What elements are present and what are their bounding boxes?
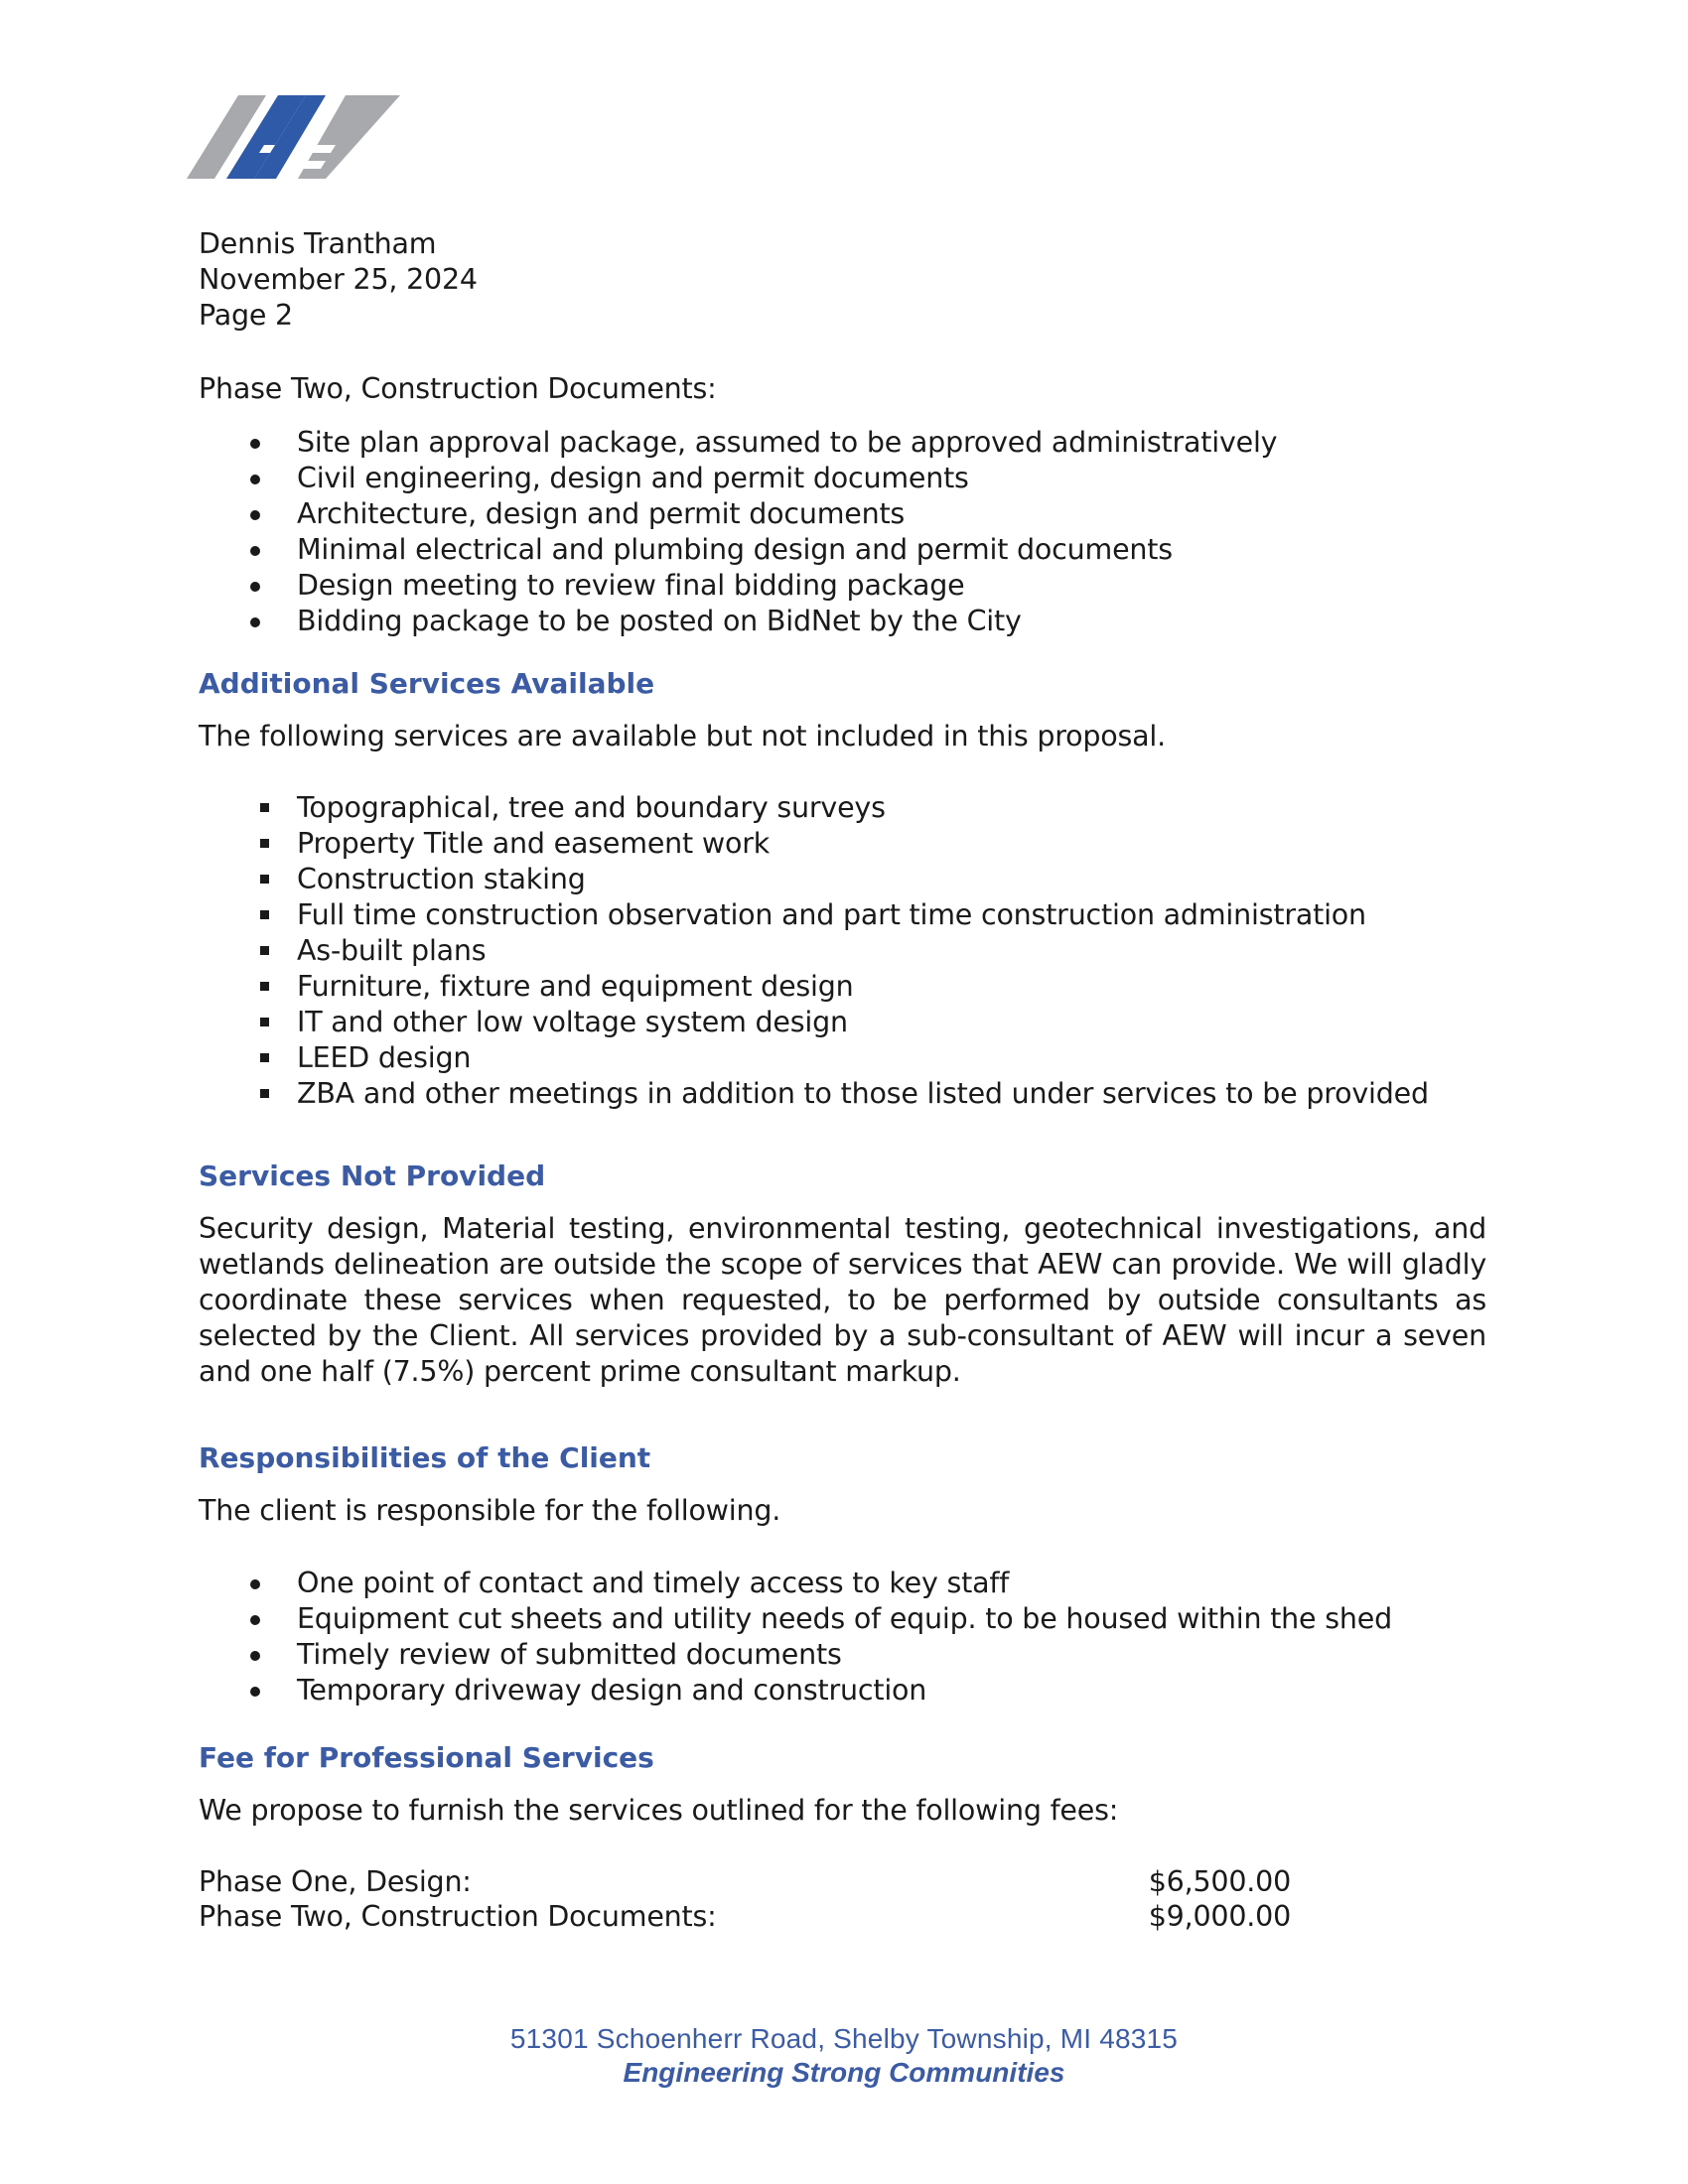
square-bullet-icon — [260, 803, 269, 812]
client-responsibilities-heading: Responsibilities of the Client — [199, 1441, 651, 1474]
list-item: Construction staking — [199, 862, 1489, 897]
letter-date: November 25, 2024 — [199, 263, 478, 296]
letter-header — [199, 226, 1489, 334]
additional-services-heading: Additional Services Available — [199, 667, 655, 700]
paragraph-line: Security design, Material testing, environmental testing, geotechnical investigations, and — [199, 1212, 1486, 1245]
bullet-icon — [250, 510, 260, 520]
list-item: As-built plans — [199, 933, 1489, 969]
list-item: Full time construction observation and part time construction administration — [199, 897, 1489, 933]
bullet-icon — [250, 1615, 260, 1625]
list-item: Architecture, design and permit documents — [199, 496, 1489, 532]
paragraph-line: and one half (7.5%) percent prime consultant markup. — [199, 1355, 961, 1388]
list-item: Temporary driveway design and construction — [199, 1673, 1489, 1708]
footer-address: 51301 Schoenherr Road, Shelby Township, MI 48315 — [509, 2023, 1179, 2054]
list-item: Site plan approval package, assumed to be approved administratively — [199, 425, 1489, 461]
list-item: LEED design — [199, 1040, 1489, 1076]
bullet-icon — [250, 582, 260, 592]
square-bullet-icon — [260, 946, 269, 955]
fee-amount: $6,500.00 — [1148, 1865, 1291, 1898]
bullet-icon — [250, 1687, 260, 1697]
services-not-provided-paragraph — [199, 1211, 1486, 1390]
bullet-icon — [250, 1579, 260, 1589]
square-bullet-icon — [260, 910, 269, 919]
client-responsibilities-list-wrap — [199, 1566, 1489, 1708]
fees-intro: We propose to furnish the services outlined for the following fees: — [199, 1794, 1119, 1827]
phase-two-section — [199, 371, 1489, 407]
additional-services-list-wrap — [199, 790, 1489, 1112]
recipient-name: Dennis Trantham — [199, 227, 437, 260]
square-bullet-icon — [260, 982, 269, 991]
list-item: IT and other low voltage system design — [199, 1005, 1489, 1040]
square-bullet-icon — [260, 1053, 269, 1062]
list-item: One point of contact and timely access to key staff — [199, 1566, 1489, 1601]
client-responsibilities-list — [199, 1566, 1489, 1708]
client-responsibilities-intro: The client is responsible for the following. — [199, 1494, 781, 1527]
list-item: Timely review of submitted documents — [199, 1637, 1489, 1673]
aew-logo-icon — [187, 95, 400, 183]
fee-label: Phase One, Design: — [199, 1865, 472, 1898]
square-bullet-icon — [260, 1089, 269, 1098]
fee-amount: $9,000.00 — [1148, 1900, 1291, 1933]
square-bullet-icon — [260, 839, 269, 848]
phase-two-list-wrap — [199, 425, 1489, 639]
square-bullet-icon — [260, 875, 269, 884]
fees-heading: Fee for Professional Services — [199, 1741, 654, 1774]
fee-row — [199, 1899, 1291, 1935]
list-item: Minimal electrical and plumbing design and permit documents — [199, 532, 1489, 568]
bullet-icon — [250, 475, 260, 484]
page-number: Page 2 — [199, 299, 293, 332]
list-item: Design meeting to review final bidding package — [199, 568, 1489, 604]
phase-two-list — [199, 425, 1489, 639]
bullet-icon — [250, 617, 260, 627]
phase-two-title: Phase Two, Construction Documents: — [199, 372, 717, 405]
list-item: Equipment cut sheets and utility needs of equip. to be housed within the shed — [199, 1601, 1489, 1637]
list-item: Bidding package to be posted on BidNet by the City — [199, 604, 1489, 639]
list-item: ZBA and other meetings in addition to those listed under services to be provided — [199, 1076, 1489, 1112]
fee-label: Phase Two, Construction Documents: — [199, 1900, 717, 1933]
paragraph-line: wetlands delineation are outside the scope of services that AEW can provide. We will gladly — [199, 1248, 1486, 1281]
bullet-icon — [250, 546, 260, 556]
list-item: Topographical, tree and boundary surveys — [199, 790, 1489, 826]
services-not-provided-heading: Services Not Provided — [199, 1160, 546, 1192]
list-item: Furniture, fixture and equipment design — [199, 969, 1489, 1005]
paragraph-line: selected by the Client. All services provided by a sub-consultant of AEW will incur a seven — [199, 1319, 1486, 1352]
square-bullet-icon — [260, 1018, 269, 1026]
additional-services-intro: The following services are available but not included in this proposal. — [199, 720, 1166, 752]
bullet-icon — [250, 1651, 260, 1661]
list-item: Property Title and easement work — [199, 826, 1489, 862]
list-item: Civil engineering, design and permit documents — [199, 461, 1489, 496]
additional-services-list — [199, 790, 1489, 1112]
bullet-icon — [250, 439, 260, 449]
paragraph-line: coordinate these services when requested, to be performed by outside consultants as — [199, 1284, 1486, 1316]
fee-row — [199, 1864, 1291, 1900]
footer-tagline: Engineering Strong Communities — [623, 2057, 1065, 2088]
